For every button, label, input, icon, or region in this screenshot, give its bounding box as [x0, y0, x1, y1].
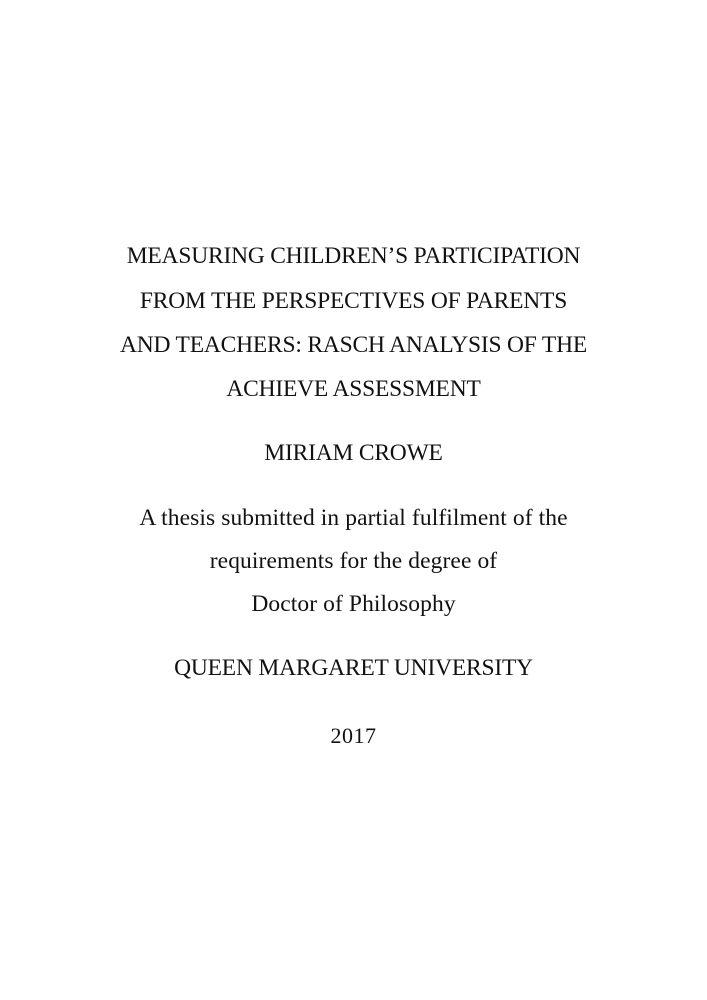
- thesis-title-line-3: AND TEACHERS: RASCH ANALYSIS OF THE: [119, 332, 588, 358]
- degree-name: Doctor of Philosophy: [251, 591, 456, 617]
- degree-statement-line-2: requirements for the degree of: [209, 548, 498, 574]
- institution-name: QUEEN MARGARET UNIVERSITY: [174, 655, 533, 681]
- author-name: MIRIAM CROWE: [264, 440, 443, 466]
- submission-year: 2017: [330, 723, 377, 748]
- thesis-title-line-4: ACHIEVE ASSESSMENT: [226, 376, 481, 402]
- degree-statement-line-1: A thesis submitted in partial fulfilment of the: [139, 505, 568, 531]
- thesis-title-line-1: MEASURING CHILDREN’S PARTICIPATION: [126, 243, 581, 269]
- thesis-title-line-2: FROM THE PERSPECTIVES OF PARENTS: [139, 288, 568, 314]
